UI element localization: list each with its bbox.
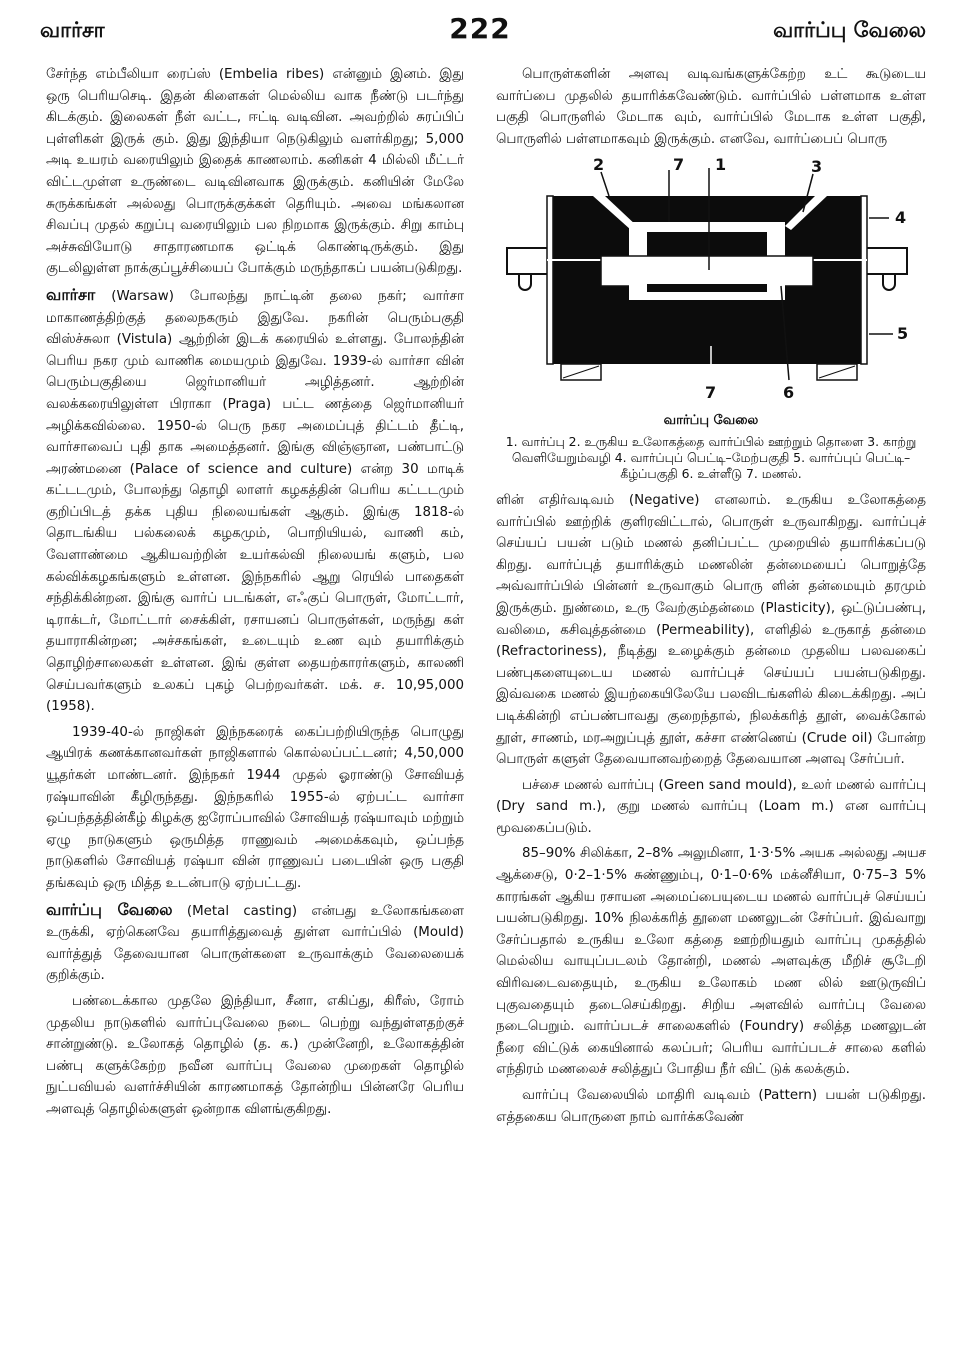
warsaw-paragraph: (Warsaw) போலந்து நாட்டின் தலை நகர்; வார்சா மாகாணத்திற்குத் தலைநகரும் இதுவே. நகரின் பெரும்பகுதி விஸ்ச்சுலா (Vistula) ஆற்றின் இடக் கரையில் உள்ளது. போலந்தின் பெரிய நகர மும் வாணிக மையமும் இதுவே. 1939-ல் வார்சா வின் பெரும்பகுதியை ஜெர்மானியர் அழித்தனர். ஆற்றின் வலக்கரையிலுள்ள பிராகா (Praga) பட்ட ணத்தை ஜெர்மானியர் அழிக்கவில்லை. 1950-ல் பெரு நகர அமைப்புத் திட்டம் தீட்டி, வார்சாவைப் புதி தாக அமைத்தனர். இங்கு விஞ்ஞான, பண்பாட்டு அரண்மனை (Palace of science and culture) என்ற 30 மாடிக் கட்டடமும், போலந்து தொழி லாளர் கழகத்தின் பெரிய கட்டடமும் குறிப்பிடத் தக்க புதிய நிலையங்கள் ஆகும். இங்கு 1818-ல் தொடங்கிய பல்கலைக் கழகமும், பொறியியல், வாணி கம், வேளாண்மை ஆகியவற்றின் உயர்கல்வி நிலையங் களும், பல கல்விக்கழகங்களும் உள்ளன. இந்நகரில் ஆறு ரெயில் பாதைகள் சந்திக்கின்றன. இங்கு வார்ப் படங்கள், எஃகுப் பொருள், மோட்டார், டிராக்டர், மோட்டார் சைக்கிள், ரசாயனப் பொருள்கள், மருந்து கள் தயாராகின்றன; அச்சகங்கள், உடையும் உண வும் தயாரிக்கும் தொழிற்சாலைகள் உள்ளன. இங் குள்ள தையற்காரர்களும், காலணி செய்பவர்களும் உலகப் புகழ் பெற்றவர்கள். மக். ச. 10,95,000 (1958).: [46, 288, 464, 715]
casting-history-paragraph: பண்டைக்கால முதலே இந்தியா, சீனா, எகிப்து, கிரீஸ், ரோம் முதலிய நாடுகளில் வார்ப்புவேலை நடை பெற்று வந்துள்ளதற்குச் சான்றுண்டு. உலோகத் தொழில் (த. க.) முன்னேறி, உலோகத்தின் பண்பு களுக்கேற்ற நவீன வார்ப்பு வேலை முறைகள் தொழில் நுட்பவியல் வளர்ச்சியின் காரணமாகத் தோன்றிய பின்னரே பெரிய அளவுத் தொழில்களுள் ஒன்றாக விளங்குகிறது.: [46, 993, 464, 1117]
figure-label-3: 3: [811, 157, 823, 177]
figure-caption: 1. வார்ப்பு 2. உருகிய உலோகத்தை வார்ப்பில் ஊற்றும் தொளை 3. காற்று வெளியேறும்வழி 4. வார்ப்புப் பெட்டி–மேற்பகுதி 5. வார்ப்புப் பெட்டி–கீழ்ப்பகுதி 6. உள்ளீடு 7. மணல்.: [505, 433, 917, 481]
warsaw-heading: வார்சா: [46, 284, 96, 304]
left-flange: [507, 248, 553, 274]
figure-label-1: 1: [715, 156, 727, 175]
warsaw-history-paragraph: 1939-40-ல் நாஜிகள் இந்நகரைக் கைப்பற்றியிருந்த பொழுது ஆயிரக் கணக்கானவர்கள் நாஜிகளால் கொல்லப்பட்டனர்; 4,50,000 யூதர்கள் மாண்டனர். இந்நகர் 1944 முதல் ஓராண்டு சோவியத் ரஷ்யாவின் கீழிருந்தது. இந்நகரில் 1955-ல் ஏற்பட்ட வார்சா ஒப்பந்தத்தின்கீழ் கிழக்கு ஐரோப்பாவில் சோவியத் ரஷ்யாவும் மற்றும் ஏழு நாடுகளும் ஒருமித்த ராணுவம் அமைக்கவும், ஒப்பந்த நாடுகளில் சோவியத் ரஷ்யா வின் ராணுவப் படையின் ஒரு பகுதி தங்கவும் ஒரு மித்த உடன்பாடு ஏற்பட்டது.: [46, 724, 464, 891]
core: [601, 256, 813, 286]
running-head-right: வார்ப்பு வேலை: [773, 18, 926, 42]
sand-properties-paragraph: ளின் எதிர்வடிவம் (Negative) எனலாம். உருகிய உலோகத்தை வார்ப்பில் ஊற்றிக் குளிரவிட்டால், பொருள் உருவாகிறது. வார்ப்புச் செய்யப் பயன் படும் மணல் தனிப்பட்ட முறையில் தயாரிக்கப்படு கிறது. வார்ப்புத் தயாரிக்கும் மணலின் தன்மையைப் பொறுத்தே அவ்வார்ப்பில் பின்னர் உருவாகும் பொரு ளின் தன்மையும் தரமும் இருக்கும். நுண்மை, உரு வேற்கும்தன்மை (Plasticity), ஒட்டுப்பண்பு, வலிமை, கசிவுத்தன்மை (Permeability), எளிதில் உருகாத் தன்மை (Refractoriness), நீடித்து உழைக்கும் தன்மை முதலிய பலவகைப் பண்புகளையுடைய மணல் வார்ப்புச் செய்யப் பயன்படுகிறது. இவ்வகை மணல் இயற்கையிலேயே பலவிடங்களில் கிடைக்கிறது. அப் படிக்கின்றி எப்பண்பாவது குறைந்தால், நிலக்கரித் தூள், வைக்கோல் தூள், சாணம், மரஅறுப்புத் தூள், கச்சா எண்ணெய் (Crude oil) போன்ற பொருள் களுள் தேவையானவற்றைத் தேவையான அளவு சேர்ப்பர்.: [496, 492, 926, 768]
figure-label-6: 6: [783, 383, 795, 403]
mould-types-paragraph: பச்சை மணல் வார்ப்பு (Green sand mould), உலர் மணல் வார்ப்பு (Dry sand m.), குறு மணல் வார்ப்பு (Loam m.) என வார்ப்பு மூவகைப்படும்.: [496, 777, 926, 836]
right-column: [496, 64, 926, 1132]
casting-figure: [496, 156, 926, 482]
casting-entry: [46, 899, 464, 987]
right-flange: [861, 248, 907, 274]
running-head-left: வார்சா: [40, 18, 105, 42]
figure-label-4: 4: [895, 208, 907, 228]
figure-label-2: 2: [593, 156, 605, 175]
figure-label-7-top: 7: [673, 156, 685, 175]
casting-intro-paragraph: (Metal casting) என்பது உலோகங்களை உருக்கி, ஏற்கெனவே தயாரித்துவைத் துள்ள வார்ப்பில் (Mould) வார்த்துத் தேவையான பொருள்களை உருவாக்கும் வேலையைக் குறிக்கும்.: [46, 903, 464, 984]
left-column: [46, 64, 464, 1125]
figure-title: வார்ப்பு வேலை: [663, 413, 759, 429]
sand-composition-paragraph: 85–90% சிலிக்கா, 2–8% அலுமினா, 1·3·5% அயக அல்லது அயச ஆக்சைடு, 0·2–1·5% சுண்ணும்பு, 0·1–0·6% மக்னீசியா, 0·75–3 5% காரங்கள் ஆகிய ரசாயன அமைப்பையுடைய மணல் வார்ப்புச் செய்யப் பயன்படுகிறது. 10% நிலக்கரித் தூளை மணலுடன் சேர்ப்பர். இவ்வாறு சேர்ப்பதால் உருகிய உலோ கத்தை ஊற்றியதும் வார்ப்பு முகத்தில் மெல்லிய வாயுப்படலம் தோன்றி, மணல் அளவுக்கு மீறிச் சூடேறி விரிவடைவதையும், உருகிய உலோகம் மண லில் ஊடுருவிப் புகுவதையும் தடைசெய்கிறது. சிறிய அளவில் வார்ப்பு வேலை நடைபெறும். வார்ப்படச் சாலைகளில் (Foundry) சலித்த மணலுடன் நீரை விட்டுக் கையினால் கலப்பர்; பெரிய வார்ப்படச் சாலை களில் எந்திரம் மணலைச் சலித்துப் போதிய நீர் விட் டுக் கலக்கும்.: [496, 846, 926, 1078]
pattern-paragraph: வார்ப்பு வேலையில் மாதிரி வடிவம் (Pattern) பயன் படுகிறது. எத்தகைய பொருளை நாம் வார்க்கவேண்: [496, 1088, 926, 1125]
figure-label-5: 5: [897, 324, 909, 344]
page-number: 222: [449, 12, 511, 45]
casting-heading: வார்ப்பு வேலை: [46, 899, 173, 919]
mould-paragraph: பொருள்களின் அளவு வடிவங்களுக்கேற்ற உட் கூடுடைய வார்ப்பை முதலில் தயாரிக்கவேண்டும். வார்ப்பில் பள்ளமாக உள்ள பகுதி பொருளில் மேடாக வும், வார்ப்பில் மேடாக உள்ள பகுதி, பொருளில் பள்ளமாகவும் இருக்கும். எனவே, வார்ப்பைப் பொரு: [496, 67, 926, 147]
warsaw-entry: [46, 284, 464, 718]
embelia-paragraph: சேர்ந்த எம்பீலியா ரைப்ஸ் (Embelia ribes) என்னும் இனம். இது ஒரு பெரியசெடி. இதன் கிளைகள் மெல்லிய வாக நீண்டு படர்ந்து கிடக்கும். இலைகள் நீள் வட்ட, ஈட்டி வடிவின. அவற்றில் சுரப்பிப் புள்ளிகள் இருக் கும். இது இந்தியா நெடுகிலும் வளர்கிறது; 5,000 அடி உயரம் வரையிலும் இதைக் காணலாம். கனிகள் 4 மில்லி மீட்டர் விட்டமுள்ள உருண்டை வடிவினவாக இருக்கும். கனியின் மேலே சுருக்கங்கள் அல்லது பொருக்குக்கள் தெரியும். அவை மங்கலான சிவப்பு முதல் கறுப்பு வரையிலும் பல நிறமாக இருக்கும். சிறு காம்பு அச்சுவியோடு சாதாரணமாக ஒட்டிக் கொண்டிருக்கும். இது குடலிலுள்ள நாக்குப்பூச்சியைப் போக்கும் மருந்தாகப் பயன்படுகிறது.: [46, 67, 464, 277]
figure-label-7-bottom: 7: [705, 383, 717, 403]
mould-diagram: [501, 156, 921, 406]
